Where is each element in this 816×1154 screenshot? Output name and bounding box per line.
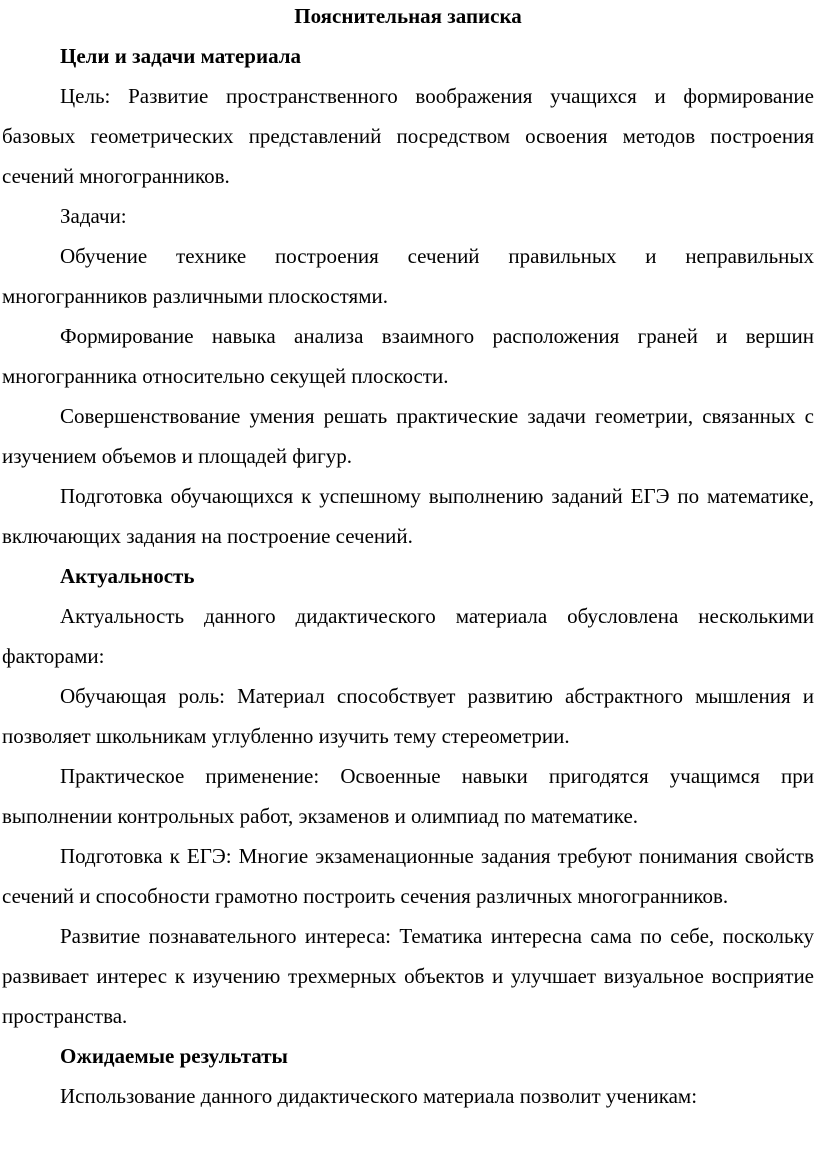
- paragraph-relevance-1: Обучающая роль: Материал способствует развитию абстрактного мышления и позволяет школьникам углубленно изучить тему стереометрии.: [2, 684, 814, 748]
- paragraph-task-4: Подготовка обучающихся к успешному выполнению заданий ЕГЭ по математике, включающих задания на построение сечений.: [2, 484, 814, 548]
- section-heading-relevance: Актуальность: [60, 564, 195, 588]
- paragraph-task-2: Формирование навыка анализа взаимного расположения граней и вершин многогранника относительно секущей плоскости.: [2, 324, 814, 388]
- document-body: [2, 36, 814, 1116]
- paragraph-relevance-intro: Актуальность данного дидактического материала обусловлена несколькими факторами:: [2, 604, 814, 668]
- paragraph-relevance-2: Практическое применение: Освоенные навыки пригодятся учащимся при выполнении контрольных работ, экзаменов и олимпиад по математике.: [2, 764, 814, 828]
- section-heading-results: Ожидаемые результаты: [60, 1044, 288, 1068]
- document-title: Пояснительная записка: [294, 4, 522, 28]
- section-heading-goals: Цели и задачи материала: [60, 44, 302, 68]
- paragraph-relevance-3: Подготовка к ЕГЭ: Многие экзаменационные задания требуют понимания свойств сечений и способности грамотно построить сечения различных многогранников.: [2, 844, 814, 908]
- paragraph-task-3: Совершенствование умения решать практические задачи геометрии, связанных с изучением объемов и площадей фигур.: [2, 404, 814, 468]
- paragraph-task-1: Обучение технике построения сечений правильных и неправильных многогранников различными плоскостями.: [2, 244, 814, 308]
- paragraph-relevance-4: Развитие познавательного интереса: Тематика интересна сама по себе, поскольку развивает интерес к изучению трехмерных объектов и улучшает визуальное восприятие пространства.: [2, 924, 814, 1028]
- paragraph-tasks-label: Задачи:: [60, 204, 127, 228]
- paragraph-results-intro: Использование данного дидактического материала позволит ученикам:: [60, 1084, 698, 1108]
- paragraph-goal: Цель: Развитие пространственного воображения учащихся и формирование базовых геометрических представлений посредством освоения методов построения сечений многогранников.: [2, 84, 814, 188]
